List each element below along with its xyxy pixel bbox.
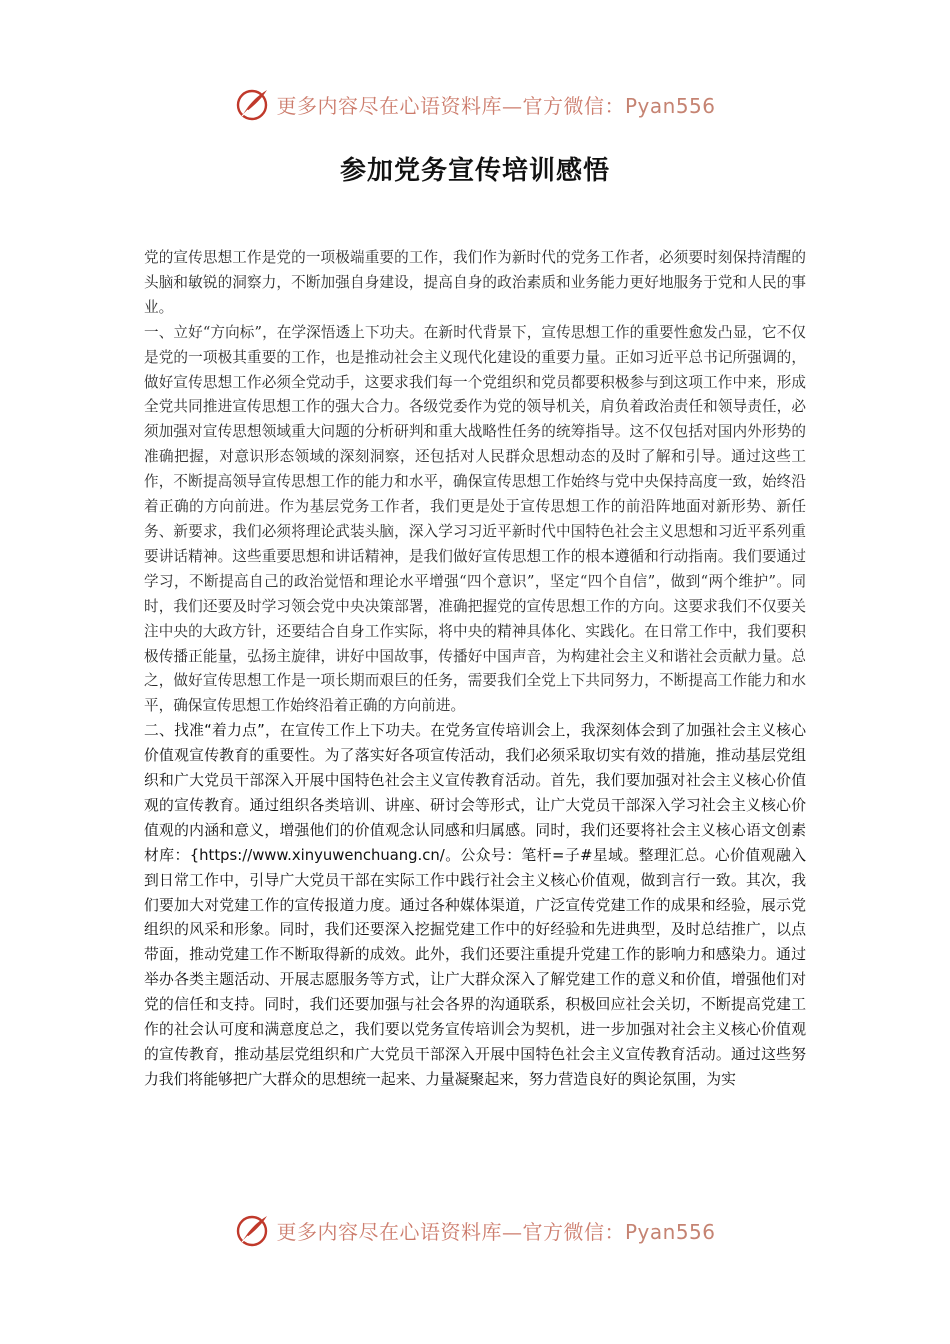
footer-banner-account: Pyan556: [624, 1219, 716, 1244]
document-body: [144, 246, 806, 1093]
footer-banner-text: 更多内容尽在心语资料库—官方微信：Pyan556: [276, 1219, 716, 1244]
paragraph-section-2: 二、找准“着力点”，在宣传工作上下功夫。在党务宣传培训会上，我深刻体会到了加强社会主义核心价值观宣传教育的重要性。为了落实好各项宣传活动，我们必须采取切实有效的措施，推动基层党组织和广大党员干部深入开展中国特色社会主义宣传教育活动。首先，我们要加强对社会主义核心价值观的宣传教育。通过组织各类培训、讲座、研讨会等形式，让广大党员干部深入学习社会主义核心价值观的内涵和意义，增强他们的价值观念认同感和归属感。同时，我们还要将社会主义核心语文创素材库：{https://www.xinyuwenchuang.cn/。公众号：笔杆=子#星域。整理汇总。心价值观融入到日常工作中，引导广大党员干部在实际工作中践行社会主义核心价值观，做到言行一致。其次，我们要加大对党建工作的宣传报道力度。通过各种媒体渠道，广泛宣传党建工作的成果和经验，展示党组织的风采和形象。同时，我们还要深入挖掘党建工作中的好经验和先进典型，及时总结推广，以点带面，推动党建工作不断取得新的成效。此外，我们还要注重提升党建工作的影响力和感染力。通过举办各类主题活动、开展志愿服务等方式，让广大群众深入了解党建工作的意义和价值，增强他们对党的信任和支持。同时，我们还要加强与社会各界的沟通联系，积极回应社会关切，不断提高党建工作的社会认可度和满意度总之，我们要以党务宣传培训会为契机，进一步加强对社会主义核心价值观的宣传教育，推动基层党组织和广大党员干部深入开展中国特色社会主义宣传教育活动。通过这些努力我们将能够把广大群众的思想统一起来、力量凝聚起来，努力营造良好的舆论氛围，为实: [144, 722, 806, 1088]
banner-text: 更多内容尽在心语资料库—官方微信：Pyan556: [276, 93, 716, 118]
paragraph-intro: 党的宣传思想工作是党的一项极端重要的工作，我们作为新时代的党务工作者，必须要时刻保持清醒的头脑和敏锐的洞察力，不断加强自身建设，提高自身的政治素质和业务能力更好地服务于党和人民的事业。: [144, 249, 806, 316]
page-title: 参加党务宣传培训感悟: [339, 156, 610, 186]
footer-watermark-banner: [0, 1210, 950, 1250]
header-watermark-banner: [0, 84, 950, 124]
paragraph-section-1: 一、立好“方向标”，在学深悟透上下功夫。在新时代背景下，宣传思想工作的重要性愈发凸显，它不仅是党的一项极其重要的工作，也是推动社会主义现代化建设的重要力量。正如习近平总书记所强调的，做好宣传思想工作必须全党动手，这要求我们每一个党组织和党员都要积极参与到这项工作中来，形成全党共同推进宣传思想工作的强大合力。各级党委作为党的领导机关，肩负着政治责任和领导责任，必须加强对宣传思想领域重大问题的分析研判和重大战略性任务的统筹指导。这不仅包括对国内外形势的准确把握，对意识形态领域的深刻洞察，还包括对人民群众思想动态的及时了解和引导。通过这些工作，不断提高领导宣传思想工作的能力和水平，确保宣传思想工作始终与党中央保持高度一致，始终沿着正确的方向前进。作为基层党务工作者，我们更是处于宣传思想工作的前沿阵地面对新形势、新任务、新要求，我们必须将理论武装头脑，深入学习习近平新时代中国特色社会主义思想和习近平系列重要讲话精神。这些重要思想和讲话精神，是我们做好宣传思想工作的根本遵循和行动指南。我们要通过学习，不断提高自己的政治觉悟和理论水平增强“四个意识”，坚定“四个自信”，做到“两个维护”。同时，我们还要及时学习领会党中央决策部署，准确把握党的宣传思想工作的方向。这要求我们不仅要关注中央的大政方针，还要结合自身工作实际，将中央的精神具体化、实践化。在日常工作中，我们要积极传播正能量，弘扬主旋律，讲好中国故事，传播好中国声音，为构建社会主义和谐社会贡献力量。总之，做好宣传思想工作是一项长期而艰巨的任务，需要我们全党上下共同努力，不断提高工作能力和水平，确保宣传思想工作始终沿着正确的方向前进。: [144, 323, 806, 715]
banner-account: Pyan556: [624, 93, 716, 118]
quill-logo-icon: [234, 86, 270, 122]
quill-logo-icon: [234, 1212, 270, 1248]
